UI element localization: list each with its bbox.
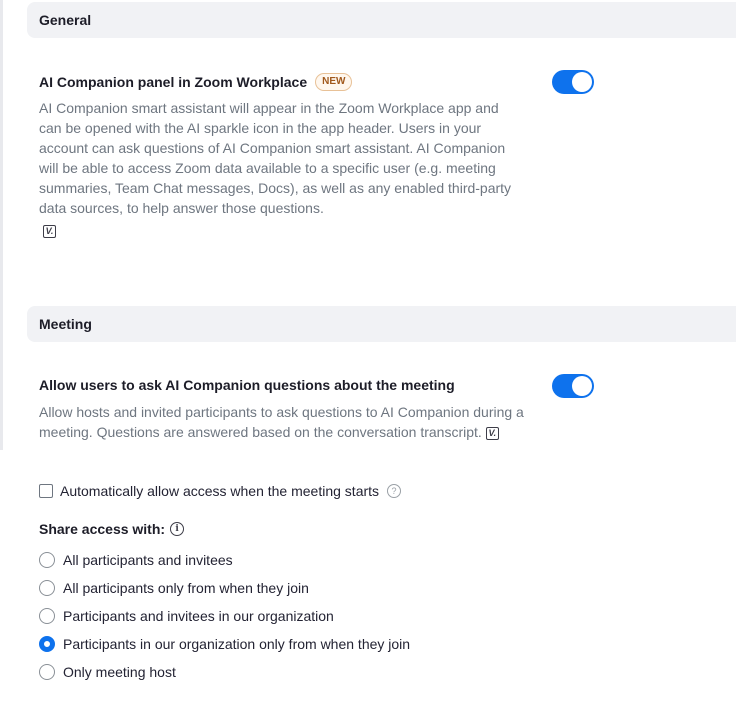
info-icon[interactable]: i	[170, 522, 184, 536]
section-title-general: General	[39, 12, 92, 28]
radio-label: All participants only from when they join	[63, 580, 309, 596]
share-access-label	[39, 521, 184, 537]
auto-access-label: Automatically allow access when the meeting starts	[60, 483, 380, 499]
ask-questions-toggle[interactable]	[552, 374, 594, 398]
left-scroll-rail	[0, 0, 3, 450]
ai-companion-panel-toggle[interactable]	[552, 70, 594, 94]
auto-access-checkbox-row[interactable]	[39, 483, 401, 499]
toggle-knob	[572, 72, 592, 92]
setting-title-ask-questions	[39, 377, 455, 393]
radio-label: Participants and invitees in our organization	[63, 608, 334, 624]
setting-title-text: Allow users to ask AI Companion questions about the meeting	[39, 377, 455, 393]
toggle-knob	[572, 376, 592, 396]
setting-description-ask-questions	[39, 402, 525, 442]
radio-option-all-participants-invitees[interactable]	[39, 552, 233, 568]
radio-option-org-participants-invitees[interactable]	[39, 608, 334, 624]
radio-option-all-participants-from-join[interactable]	[39, 580, 309, 596]
new-badge: NEW	[315, 73, 352, 91]
version-history-icon[interactable]: V.	[486, 427, 499, 440]
radio-button-selected[interactable]	[39, 636, 55, 652]
section-title-meeting: Meeting	[39, 316, 92, 332]
setting-description-text: Allow hosts and invited participants to ask questions to AI Companion during a meeting. Questions are answered based on the conversation transcript.	[39, 404, 524, 440]
auto-access-checkbox[interactable]	[39, 484, 53, 498]
radio-label: All participants and invitees	[63, 552, 233, 568]
radio-label: Participants in our organization only from when they join	[63, 636, 411, 652]
setting-description-ai-companion-panel	[39, 98, 525, 238]
section-header-general	[27, 2, 736, 38]
setting-title-ai-companion-panel	[39, 73, 352, 91]
radio-button[interactable]	[39, 580, 55, 596]
help-icon[interactable]: ?	[387, 484, 401, 498]
radio-button[interactable]	[39, 608, 55, 624]
radio-button[interactable]	[39, 552, 55, 568]
version-history-icon[interactable]: V.	[43, 225, 56, 238]
section-header-meeting	[27, 306, 736, 342]
radio-option-only-host[interactable]	[39, 664, 176, 680]
radio-button[interactable]	[39, 664, 55, 680]
radio-label: Only meeting host	[63, 664, 176, 680]
radio-option-org-participants-from-join[interactable]	[39, 636, 410, 652]
setting-title-text: AI Companion panel in Zoom Workplace	[39, 74, 308, 90]
setting-description-text: AI Companion smart assistant will appear in the Zoom Workplace app and can be opened with the AI sparkle icon in the app header. Users in your account can ask questions of AI Companion smart assistant. AI Companion will be able to access Zoom data available to a specific user (e.g. meeting summaries, Team Chat messages, Docs), as well as any enabled third-party data sources, to help answer those questions.	[39, 100, 512, 216]
share-access-label-text: Share access with:	[39, 521, 166, 537]
